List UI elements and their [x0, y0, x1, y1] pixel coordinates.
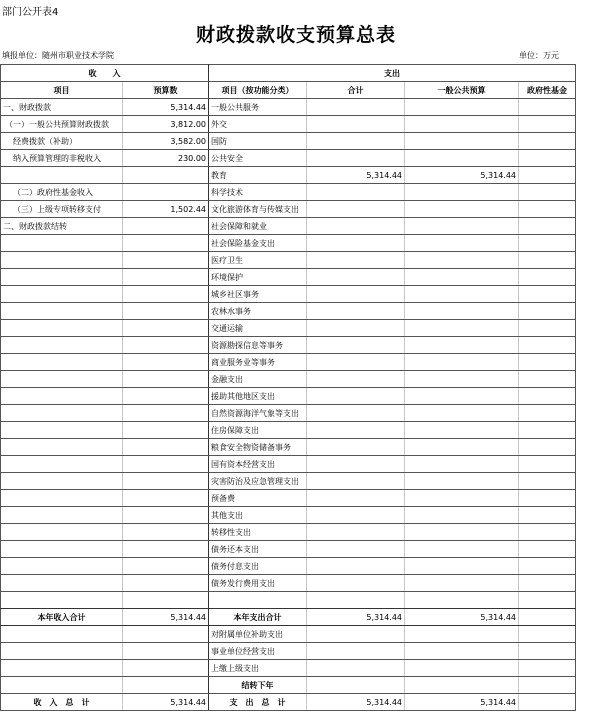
general-budget-cell: [405, 541, 519, 558]
expense-total-cell: [307, 388, 405, 405]
expense-total-cell: [307, 456, 405, 473]
fund-budget-cell: [519, 575, 576, 592]
fund-budget-cell: [519, 371, 576, 388]
fund-budget-cell: [519, 133, 576, 150]
income-budget-cell: 5,314.44: [123, 609, 209, 626]
income-budget-cell: [123, 524, 209, 541]
income-item-cell: [1, 235, 123, 252]
income-budget-cell: [123, 422, 209, 439]
income-budget-cell: [123, 167, 209, 184]
general-budget-cell: 5,314.44: [405, 167, 519, 184]
expense-section-header: 支出: [209, 65, 576, 82]
income-item-cell: [1, 167, 123, 184]
expense-item-cell: 债务还本支出: [209, 541, 307, 558]
expense-item-cell: 城乡社区事务: [209, 286, 307, 303]
table-row: [1, 371, 576, 388]
income-budget-cell: [123, 337, 209, 354]
general-budget-cell: [405, 116, 519, 133]
fund-budget-cell: [519, 490, 576, 507]
income-budget-cell: [123, 660, 209, 677]
fund-budget-cell: [519, 99, 576, 116]
fund-budget-cell: [519, 660, 576, 677]
expense-total-cell: [307, 116, 405, 133]
expense-item-cell: 科学技术: [209, 184, 307, 201]
income-item-cell: （三）上级专项转移支付: [1, 201, 123, 218]
income-budget-cell: [123, 592, 209, 609]
income-item-cell: [1, 439, 123, 456]
expense-item-cell: 自然资源海洋气象等支出: [209, 405, 307, 422]
general-budget-cell: [405, 660, 519, 677]
table-row: [1, 439, 576, 456]
fund-budget-cell: [519, 235, 576, 252]
expense-total-cell: [307, 218, 405, 235]
expense-item-cell: 支 出 总 计: [209, 694, 307, 711]
expense-total-cell: [307, 660, 405, 677]
fund-budget-cell: [519, 694, 576, 711]
expense-total-cell: [307, 337, 405, 354]
expense-item-cell: 国防: [209, 133, 307, 150]
income-item-cell: [1, 490, 123, 507]
expense-item-cell: 住房保障支出: [209, 422, 307, 439]
table-row: [1, 626, 576, 643]
general-budget-cell: [405, 422, 519, 439]
income-item-cell: [1, 677, 123, 694]
income-item-cell: [1, 303, 123, 320]
income-item-cell: [1, 507, 123, 524]
income-budget-cell: [123, 558, 209, 575]
expense-item-cell: 对附属单位补助支出: [209, 626, 307, 643]
table-row: [1, 269, 576, 286]
income-budget-cell: [123, 490, 209, 507]
table-row: [1, 99, 576, 116]
expense-item-cell: 社会保险基金支出: [209, 235, 307, 252]
table-row: [1, 405, 576, 422]
income-item-cell: 一、财政拨款: [1, 99, 123, 116]
general-budget-cell: 5,314.44: [405, 694, 519, 711]
expense-total-cell: [307, 320, 405, 337]
income-budget-cell: [123, 320, 209, 337]
general-budget-cell: [405, 490, 519, 507]
expense-total-cell: [307, 99, 405, 116]
income-budget-cell: [123, 405, 209, 422]
general-budget-cell: [405, 626, 519, 643]
income-budget-cell: [123, 235, 209, 252]
currency-unit: 单位：万元: [519, 51, 559, 60]
reporting-unit: 填报单位：随州市职业技术学院: [2, 51, 114, 60]
general-budget-cell: [405, 456, 519, 473]
table-row: [1, 558, 576, 575]
income-budget-cell: [123, 388, 209, 405]
income-budget-cell: [123, 456, 209, 473]
expense-item-cell: 预备费: [209, 490, 307, 507]
table-row: [1, 388, 576, 405]
general-budget-cell: [405, 388, 519, 405]
table-row: [1, 286, 576, 303]
fund-budget-cell: [519, 643, 576, 660]
income-item-cell: （二）政府性基金收入: [1, 184, 123, 201]
table-row: [1, 524, 576, 541]
expense-item-cell: 外交: [209, 116, 307, 133]
income-item-cell: [1, 558, 123, 575]
expense-total-cell: [307, 473, 405, 490]
expense-total-cell: [307, 371, 405, 388]
general-budget-cell: [405, 439, 519, 456]
general-budget-cell: [405, 269, 519, 286]
general-budget-cell: [405, 507, 519, 524]
general-budget-cell: [405, 150, 519, 167]
fund-budget-cell: [519, 303, 576, 320]
general-budget-header: 一般公共预算: [405, 82, 519, 99]
expense-item-cell: 商业服务业等事务: [209, 354, 307, 371]
income-budget-cell: 230.00: [123, 150, 209, 167]
expense-total-header: 合计: [307, 82, 405, 99]
income-budget-cell: [123, 184, 209, 201]
general-budget-cell: [405, 643, 519, 660]
income-item-cell: [1, 541, 123, 558]
income-budget-cell: [123, 371, 209, 388]
table-row: [1, 592, 576, 609]
general-budget-cell: [405, 558, 519, 575]
general-budget-cell: [405, 575, 519, 592]
expense-item-cell: 农林水事务: [209, 303, 307, 320]
fund-budget-cell: [519, 626, 576, 643]
expense-item-cell: 社会保障和就业: [209, 218, 307, 235]
fund-budget-cell: [519, 269, 576, 286]
table-row: [1, 643, 576, 660]
expense-total-cell: [307, 558, 405, 575]
fund-budget-cell: [519, 167, 576, 184]
expense-total-cell: [307, 592, 405, 609]
fund-budget-cell: [519, 439, 576, 456]
expense-total-cell: [307, 201, 405, 218]
income-budget-cell: [123, 473, 209, 490]
expense-total-cell: [307, 133, 405, 150]
table-row: [1, 184, 576, 201]
general-budget-cell: [405, 320, 519, 337]
general-budget-cell: [405, 592, 519, 609]
income-item-cell: [1, 371, 123, 388]
expense-item-cell: 资源勘探信息等事务: [209, 337, 307, 354]
expense-total-cell: [307, 643, 405, 660]
expense-item-cell: [209, 592, 307, 609]
income-item-cell: 收 入 总 计: [1, 694, 123, 711]
income-budget-cell: [123, 643, 209, 660]
income-item-cell: [1, 643, 123, 660]
income-budget-cell: [123, 269, 209, 286]
table-row: [1, 575, 576, 592]
expense-item-cell: 上缴上级支出: [209, 660, 307, 677]
expense-item-cell: 灾害防治及应急管理支出: [209, 473, 307, 490]
table-row: [1, 422, 576, 439]
fund-budget-cell: [519, 337, 576, 354]
table-row: [1, 201, 576, 218]
fund-budget-cell: [519, 320, 576, 337]
document-label: 部门公开表4: [2, 7, 59, 18]
income-budget-cell: [123, 575, 209, 592]
expense-total-cell: [307, 490, 405, 507]
fund-budget-cell: [519, 116, 576, 133]
general-budget-cell: [405, 286, 519, 303]
fund-budget-cell: [519, 150, 576, 167]
income-budget-cell: [123, 354, 209, 371]
expense-item-cell: 国有资本经营支出: [209, 456, 307, 473]
income-item-cell: [1, 660, 123, 677]
income-item-cell: [1, 524, 123, 541]
income-item-cell: （一）一般公共预算财政拨款: [1, 116, 123, 133]
table-row: [1, 218, 576, 235]
table-row: [1, 252, 576, 269]
fund-budget-cell: [519, 473, 576, 490]
table-row: [1, 473, 576, 490]
expense-item-cell: 援助其他地区支出: [209, 388, 307, 405]
income-budget-cell: [123, 303, 209, 320]
expense-total-cell: 5,314.44: [307, 694, 405, 711]
expense-item-cell: 交通运输: [209, 320, 307, 337]
income-item-cell: 二、财政拨款结转: [1, 218, 123, 235]
expense-item-cell: 事业单位经营支出: [209, 643, 307, 660]
table-row: [1, 150, 576, 167]
general-budget-cell: [405, 184, 519, 201]
fund-budget-cell: [519, 388, 576, 405]
table-row: [1, 507, 576, 524]
expense-item-cell: 医疗卫生: [209, 252, 307, 269]
expense-item-cell: 转移性支出: [209, 524, 307, 541]
general-budget-cell: [405, 303, 519, 320]
expense-total-cell: [307, 507, 405, 524]
expense-total-cell: [307, 405, 405, 422]
general-budget-cell: [405, 337, 519, 354]
income-item-cell: [1, 456, 123, 473]
fund-budget-cell: [519, 405, 576, 422]
table-row: [1, 116, 576, 133]
expense-total-cell: [307, 354, 405, 371]
income-item-cell: [1, 286, 123, 303]
expense-total-cell: [307, 575, 405, 592]
expense-item-header: 项目（按功能分类）: [209, 82, 307, 99]
general-budget-cell: [405, 218, 519, 235]
table-row: [1, 337, 576, 354]
expense-total-cell: [307, 235, 405, 252]
income-item-cell: 纳入预算管理的非税收入: [1, 150, 123, 167]
expense-item-cell: 粮食安全物资储备事务: [209, 439, 307, 456]
income-budget-cell: [123, 626, 209, 643]
general-budget-cell: [405, 235, 519, 252]
expense-total-cell: [307, 524, 405, 541]
income-budget-cell: [123, 541, 209, 558]
general-budget-cell: [405, 133, 519, 150]
table-row: [1, 490, 576, 507]
expense-total-cell: [307, 626, 405, 643]
income-budget-cell: 5,314.44: [123, 99, 209, 116]
fund-budget-cell: [519, 252, 576, 269]
general-budget-cell: [405, 405, 519, 422]
expense-item-cell: 本年支出合计: [209, 609, 307, 626]
expense-item-cell: 环境保护: [209, 269, 307, 286]
income-section-header: 收 入: [1, 65, 209, 82]
income-budget-cell: 5,314.44: [123, 694, 209, 711]
general-budget-cell: [405, 201, 519, 218]
general-budget-cell: [405, 354, 519, 371]
income-budget-cell: 1,502.44: [123, 201, 209, 218]
fund-budget-cell: [519, 218, 576, 235]
table-row: [1, 694, 576, 711]
expense-item-cell: 一般公共服务: [209, 99, 307, 116]
income-item-cell: [1, 626, 123, 643]
table-row: [1, 320, 576, 337]
expense-total-cell: [307, 184, 405, 201]
expense-total-cell: [307, 269, 405, 286]
expense-total-cell: 5,314.44: [307, 609, 405, 626]
income-item-header: 项目: [1, 82, 123, 99]
general-budget-cell: [405, 677, 519, 694]
fund-budget-cell: [519, 541, 576, 558]
table-row: [1, 354, 576, 371]
expense-item-cell: 其他支出: [209, 507, 307, 524]
expense-item-cell: 金融支出: [209, 371, 307, 388]
income-item-cell: [1, 473, 123, 490]
income-item-cell: [1, 354, 123, 371]
general-budget-cell: [405, 473, 519, 490]
income-budget-cell: [123, 677, 209, 694]
expense-item-cell: 教育: [209, 167, 307, 184]
income-budget-cell: [123, 286, 209, 303]
section-header-row: [1, 65, 576, 82]
income-item-cell: [1, 337, 123, 354]
fund-budget-cell: [519, 507, 576, 524]
income-item-cell: [1, 252, 123, 269]
expense-item-cell: 债务付息支出: [209, 558, 307, 575]
expense-total-cell: [307, 150, 405, 167]
income-item-cell: [1, 592, 123, 609]
expense-item-cell: 文化旅游体育与传媒支出: [209, 201, 307, 218]
income-item-cell: [1, 269, 123, 286]
table-row: [1, 541, 576, 558]
expense-total-cell: [307, 677, 405, 694]
fund-budget-header: 政府性基金: [519, 82, 576, 99]
table-row: [1, 456, 576, 473]
expense-item-cell: 结转下年: [209, 677, 307, 694]
income-budget-header: 预算数: [123, 82, 209, 99]
income-budget-cell: 3,582.00: [123, 133, 209, 150]
income-item-cell: [1, 388, 123, 405]
general-budget-cell: [405, 252, 519, 269]
fund-budget-cell: [519, 558, 576, 575]
table-row: [1, 235, 576, 252]
expense-total-cell: [307, 439, 405, 456]
fund-budget-cell: [519, 592, 576, 609]
fund-budget-cell: [519, 422, 576, 439]
fund-budget-cell: [519, 456, 576, 473]
column-header-row: [1, 82, 576, 99]
general-budget-cell: [405, 524, 519, 541]
general-budget-cell: [405, 99, 519, 116]
fund-budget-cell: [519, 524, 576, 541]
general-budget-cell: 5,314.44: [405, 609, 519, 626]
income-item-cell: [1, 422, 123, 439]
fund-budget-cell: [519, 677, 576, 694]
table-row: [1, 609, 576, 626]
expense-item-cell: 公共安全: [209, 150, 307, 167]
income-budget-cell: 3,812.00: [123, 116, 209, 133]
fund-budget-cell: [519, 201, 576, 218]
income-budget-cell: [123, 507, 209, 524]
fund-budget-cell: [519, 184, 576, 201]
expense-total-cell: [307, 303, 405, 320]
expense-total-cell: [307, 252, 405, 269]
fund-budget-cell: [519, 286, 576, 303]
fund-budget-cell: [519, 354, 576, 371]
expense-total-cell: [307, 286, 405, 303]
table-row: [1, 660, 576, 677]
expense-total-cell: [307, 422, 405, 439]
income-item-cell: 本年收入合计: [1, 609, 123, 626]
table-row: [1, 677, 576, 694]
expense-item-cell: 债务发行费用支出: [209, 575, 307, 592]
expense-total-cell: 5,314.44: [307, 167, 405, 184]
income-item-cell: [1, 405, 123, 422]
table-row: [1, 303, 576, 320]
table-row: [1, 167, 576, 184]
fund-budget-cell: [519, 609, 576, 626]
income-item-cell: [1, 575, 123, 592]
income-budget-cell: [123, 439, 209, 456]
budget-summary-table: [0, 64, 576, 711]
income-item-cell: 经费拨款（补助）: [1, 133, 123, 150]
page-title: 财政拨款收支预算总表: [195, 24, 396, 46]
income-budget-cell: [123, 252, 209, 269]
expense-total-cell: [307, 541, 405, 558]
general-budget-cell: [405, 371, 519, 388]
income-budget-cell: [123, 218, 209, 235]
table-row: [1, 133, 576, 150]
income-item-cell: [1, 320, 123, 337]
